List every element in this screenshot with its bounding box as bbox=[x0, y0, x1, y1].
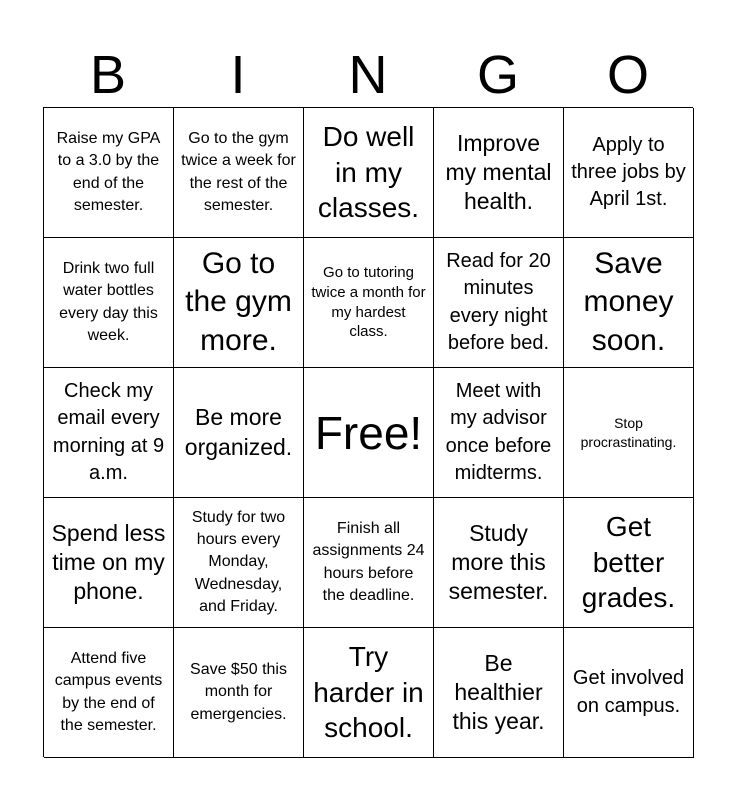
bingo-cell[interactable] bbox=[564, 108, 694, 238]
header-letter-b: B bbox=[89, 45, 127, 105]
bingo-cell[interactable] bbox=[44, 498, 174, 628]
bingo-cell[interactable] bbox=[304, 238, 434, 368]
cell-text: Save $50 this month for emergencies. bbox=[190, 660, 287, 723]
bingo-cell[interactable] bbox=[174, 238, 304, 368]
bingo-cell[interactable] bbox=[304, 498, 434, 628]
bingo-cell[interactable] bbox=[174, 628, 304, 758]
bingo-cell[interactable] bbox=[564, 368, 694, 498]
cell-text: Do well in my classes. bbox=[317, 120, 420, 224]
cell-text: Improve my mental health. bbox=[445, 129, 552, 215]
free-space[interactable] bbox=[304, 368, 434, 498]
header-letter-o: O bbox=[606, 45, 649, 105]
cell-text: Spend less time on my phone. bbox=[51, 519, 166, 605]
bingo-header bbox=[43, 44, 693, 106]
cell-text: Stop procrastinating. bbox=[580, 414, 677, 450]
cell-text: Save money soon. bbox=[583, 246, 674, 357]
bingo-cell[interactable] bbox=[44, 238, 174, 368]
bingo-cell[interactable] bbox=[174, 368, 304, 498]
bingo-cell[interactable] bbox=[44, 628, 174, 758]
cell-text: Finish all assignments 24 hours before the deadline. bbox=[312, 519, 425, 604]
bingo-cell[interactable] bbox=[434, 368, 564, 498]
cell-text: Meet with my advisor once before midterms. bbox=[445, 380, 552, 484]
bingo-cell[interactable] bbox=[174, 498, 304, 628]
bingo-cell[interactable] bbox=[44, 108, 174, 238]
bingo-cell[interactable] bbox=[564, 238, 694, 368]
cell-text: Read for 20 minutes every night before bed. bbox=[446, 250, 551, 354]
cell-text: Check my email every morning at 9 a.m. bbox=[52, 380, 165, 484]
bingo-cell[interactable] bbox=[564, 498, 694, 628]
cell-text: Get involved on campus. bbox=[572, 667, 685, 717]
cell-text: Study more this semester. bbox=[448, 519, 549, 605]
bingo-cell[interactable] bbox=[174, 108, 304, 238]
bingo-cell[interactable] bbox=[434, 238, 564, 368]
free-space-text: Free! bbox=[314, 406, 423, 459]
cell-text: Get better grades. bbox=[581, 510, 676, 614]
bingo-cell[interactable] bbox=[434, 628, 564, 758]
cell-text: Go to the gym twice a week for the rest of the semester. bbox=[181, 129, 296, 214]
cell-text: Go to tutoring twice a month for my hardest class. bbox=[311, 263, 426, 341]
cell-text: Go to the gym more. bbox=[185, 246, 292, 357]
cell-text: Study for two hours every Monday, Wednesday, and Friday. bbox=[191, 508, 286, 616]
bingo-cell[interactable] bbox=[434, 108, 564, 238]
bingo-cell[interactable] bbox=[44, 368, 174, 498]
cell-text: Attend five campus events by the end of the semester. bbox=[54, 649, 163, 734]
cell-text: Raise my GPA to a 3.0 by the end of the semester. bbox=[56, 129, 161, 214]
bingo-board bbox=[43, 107, 693, 757]
bingo-cell[interactable] bbox=[434, 498, 564, 628]
header-letter-i: I bbox=[230, 45, 246, 105]
bingo-cell[interactable] bbox=[304, 108, 434, 238]
cell-text: Be healthier this year. bbox=[452, 649, 545, 735]
header-letter-n: N bbox=[348, 45, 388, 105]
cell-text: Try harder in school. bbox=[313, 640, 424, 744]
cell-text: Be more organized. bbox=[184, 404, 293, 460]
bingo-cell[interactable] bbox=[304, 628, 434, 758]
bingo-cell[interactable] bbox=[564, 628, 694, 758]
cell-text: Apply to three jobs by April 1st. bbox=[571, 133, 686, 211]
header-letter-g: G bbox=[476, 45, 519, 105]
cell-text: Drink two full water bottles every day this week. bbox=[59, 259, 158, 344]
